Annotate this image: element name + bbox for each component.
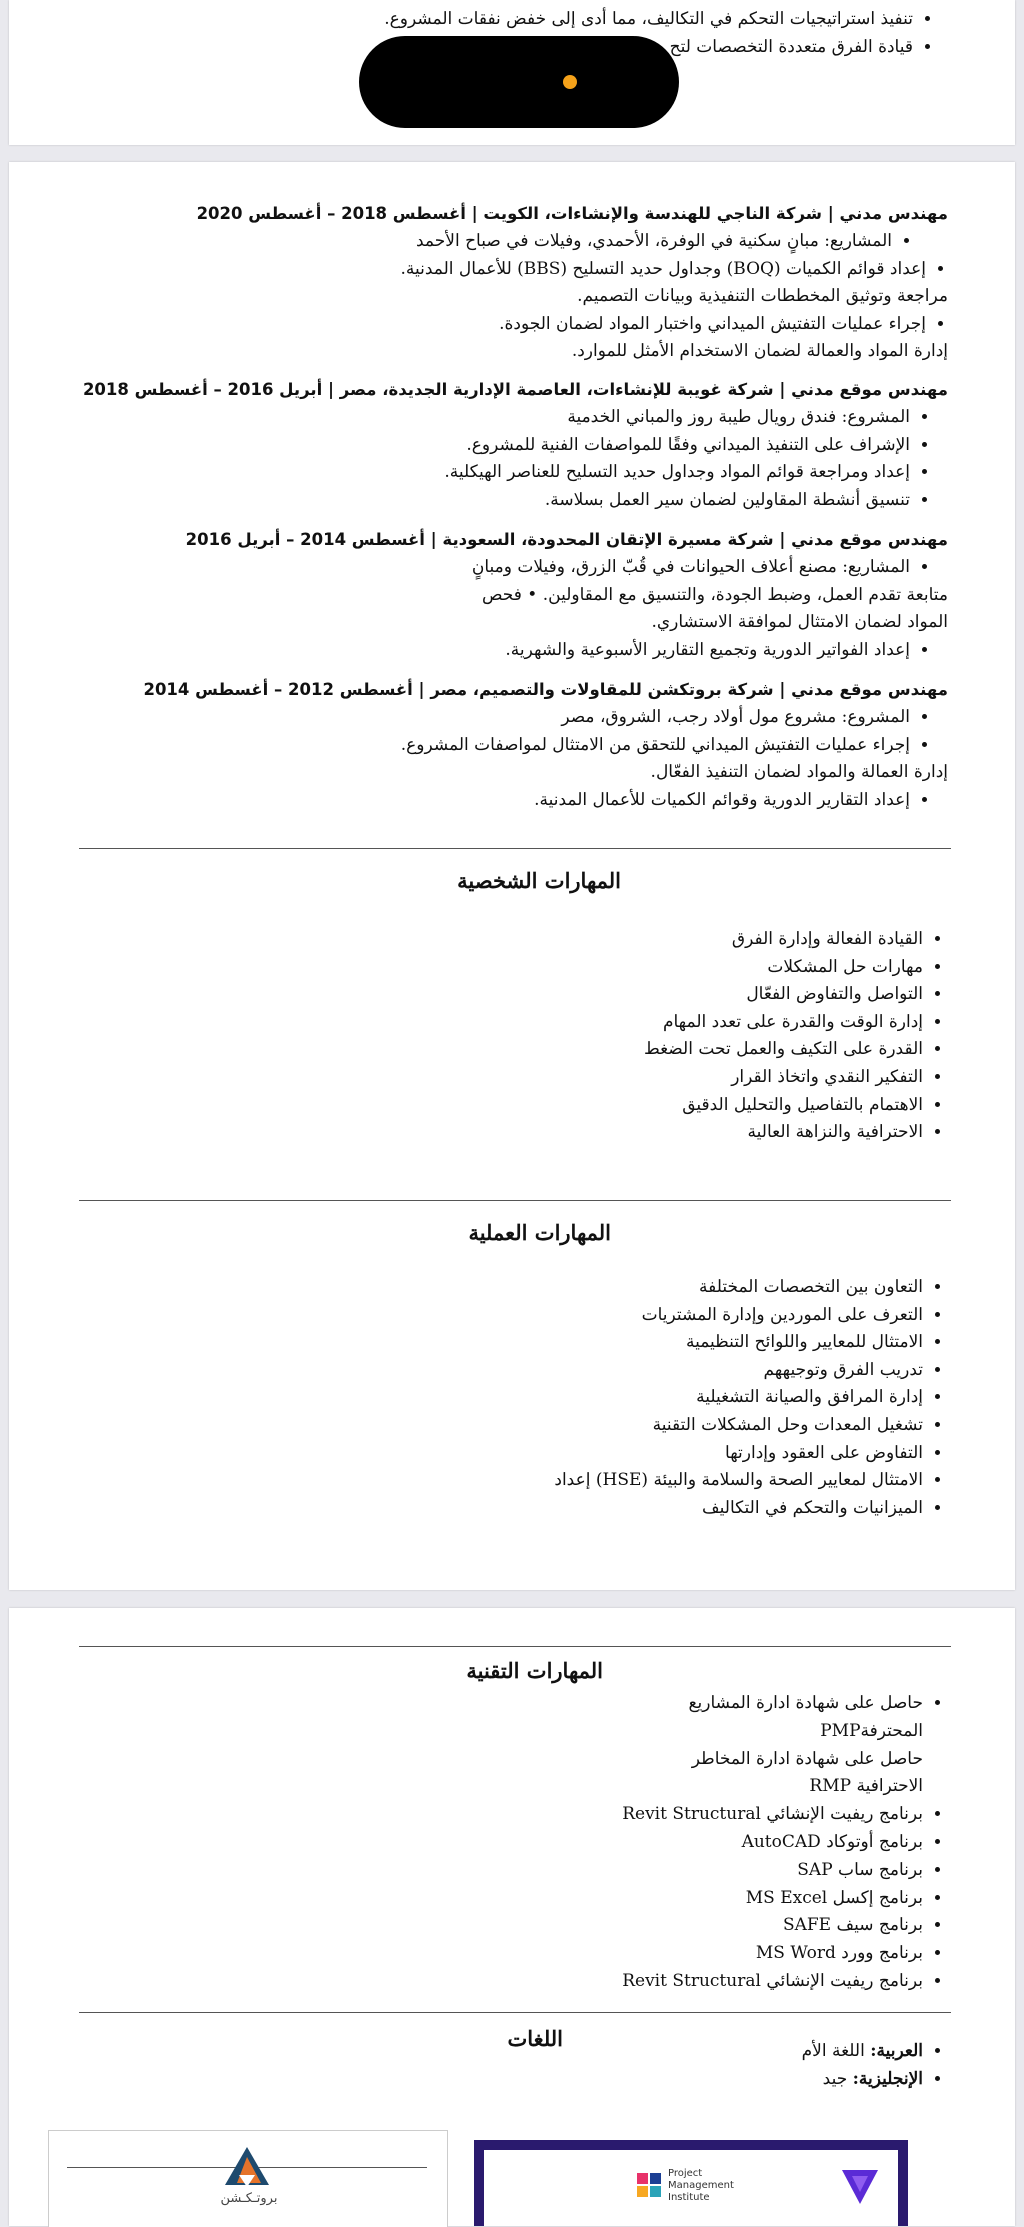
list-item: • الإشراف على التنفيذ الميداني وفقًا للمواصفات الفنية للمشروع. [83,432,910,460]
section-title-personal-skills: المهارات الشخصية [457,868,621,893]
section-divider [79,848,951,849]
list-item-pmp: • حاصل على شهادة ادارة المشاريع المحترفةPMP حاصل على شهادة ادارة المخاطر الاحترافية RMP [683,1690,923,1801]
experience-entry [197,200,948,366]
plain-line: المواد لضمان الامتثال لموافقة الاستشاري. [651,612,948,633]
section-title-technical-skills: المهارات التقنية [466,1658,603,1683]
list-item: • برنامج ريفيت الإنشائي Revit Structural [622,1968,923,1996]
company-certificate [48,2130,448,2227]
list-item: • التفكير النقدي واتخاذ القرار [644,1064,923,1092]
list-item: • القدرة على التكيف والعمل تحت الضغط [644,1036,923,1064]
section-divider [79,2012,951,2013]
job-title: مهندس موقع مدني | شركة غويبة للإنشاءات، العاصمة الإدارية الجديدة، مصر | أبريل 2016 – أغسطس 2018 [82,380,948,399]
list-item: • قيادة الفرق متعددة التخصصات لتح [384,34,913,62]
job-title: مهندس مدني | شركة الناجي للهندسة والإنشاءات، الكويت | أغسطس 2018 – أغسطس 2020 [196,204,948,223]
list-item: • تدريب الفرق وتوجيههم [554,1357,923,1385]
pmi-text: Project Management Institute [668,2168,734,2203]
list-item: • برنامج ريفيت الإنشائي Revit Structural [622,1801,923,1829]
list-item: • إجراء عمليات التفتيش الميداني واختبار المواد لضمان الجودة. [197,311,926,339]
plain-line: متابعة تقدم العمل، وضبط الجودة، والتنسيق مع المقاولين. • فحص [481,584,948,605]
list-item: • الاهتمام بالتفاصيل والتحليل الدقيق [644,1092,923,1120]
list-item: • إعداد ومراجعة قوائم المواد وجداول حديد التسليح للعناصر الهيكلية. [83,459,910,487]
list-item: • برنامج وورد MS Word [622,1940,923,1968]
languages-list [802,2038,945,2093]
list-item: • المشاريع: مبانٍ سكنية في الوفرة، الأحمدي، وفيلات في صباح الأحمد [197,228,892,256]
list-item: • تنسيق أنشطة المقاولين لضمان سير العمل بسلاسة. [83,487,910,515]
list-item: • الامتثال للمعايير واللوائح التنظيمية [554,1329,923,1357]
section-title-practical-skills: المهارات العملية [468,1220,611,1245]
list-item: • الميزانيات والتحكم في التكاليف [554,1495,923,1523]
list-item: • إعداد التقارير الدورية وقوائم الكميات للأعمال المدنية. [143,787,910,815]
list-item: • برنامج سيف SAFE [622,1912,923,1940]
list-item: • التعرف على الموردين وإدارة المشتريات [554,1302,923,1330]
list-item: • إعداد الفواتير الدورية وتجميع التقارير الأسبوعية والشهرية. [186,637,910,665]
list-item: • التفاوض على العقود وإدارتها [554,1440,923,1468]
language-item: • الإنجليزية: جيد [802,2066,923,2094]
section-divider [79,1200,951,1201]
list-item: • إدارة المرافق والصيانة التشغيلية [554,1384,923,1412]
list-item: • مهارات حل المشكلات [644,954,923,982]
page-1 [9,0,1015,145]
list-item: • تنفيذ استراتيجيات التحكم في التكاليف، مما أدى إلى خفض نفقات المشروع. [384,6,913,34]
pmi-logo-icon [636,2172,662,2198]
plain-line: إدارة العمالة والمواد لضمان التنفيذ الفعّال. [650,762,948,783]
list-item: • إجراء عمليات التفتيش الميداني للتحقق من الامتثال لمواصفات المشروع. [143,732,910,760]
page-2 [9,162,1015,1590]
section-divider [79,1646,951,1647]
plain-line: إدارة المواد والعمالة لضمان الاستخدام الأمثل للموارد. [571,341,948,362]
list-item: • برنامج أوتوكاد AutoCAD [622,1829,923,1857]
company-logo-text: بروتـكـشن [220,2191,278,2206]
pmi-certificate [474,2140,908,2226]
orange-dot-icon [563,75,577,89]
experience-entry [186,526,948,664]
pmi-triangle-icon [840,2166,880,2206]
company-logo-icon [215,2143,279,2189]
personal-skills-list [644,926,945,1147]
experience-entry [143,676,948,814]
list-item: • المشروع: مشروع مول أولاد رجب، الشروق، مصر [143,704,910,732]
list-item: • القيادة الفعالة وإدارة الفرق [644,926,923,954]
list-item: • المشاريع: مصنع أعلاف الحيوانات في قُبّ الزرق، وفيلات ومبانٍ [186,554,910,582]
list-item: • المشروع: فندق رويال طيبة روز والمباني الخدمية [83,404,910,432]
list-item: • الامتثال لمعايير الصحة والسلامة والبيئة (HSE) إعداد [554,1467,923,1495]
list-item: • برنامج ساب SAP [622,1857,923,1885]
language-item: • العربية: اللغة الأم [802,2038,923,2066]
list-item: • برنامج إكسل MS Excel [622,1885,923,1913]
list-item: • الاحترافية والنزاهة العالية [644,1119,923,1147]
experience-entry [83,376,948,514]
practical-skills-list [554,1274,945,1522]
plain-line: مراجعة وتوثيق المخططات التنفيذية وبيانات التصميم. [577,286,948,307]
list-item: • إعداد قوائم الكميات (BOQ) وجداول حديد التسليح (BBS) للأعمال المدنية. [197,256,926,284]
redaction-mask [359,36,679,128]
list-item: • التواصل والتفاوض الفعّال [644,981,923,1009]
list-item: • التعاون بين التخصصات المختلفة [554,1274,923,1302]
job-title: مهندس موقع مدني | شركة بروتكشن للمقاولات والتصميم، مصر | أغسطس 2012 – أغسطس 2014 [143,680,948,699]
list-item: • تشغيل المعدات وحل المشكلات التقنية [554,1412,923,1440]
section-title-languages: اللغات [507,2026,563,2051]
technical-skills-list [622,1690,945,1996]
list-item: • إدارة الوقت والقدرة على تعدد المهام [644,1009,923,1037]
job-title: مهندس موقع مدني | شركة مسيرة الإتقان المحدودة، السعودية | أغسطس 2014 – أبريل 2016 [185,530,948,549]
